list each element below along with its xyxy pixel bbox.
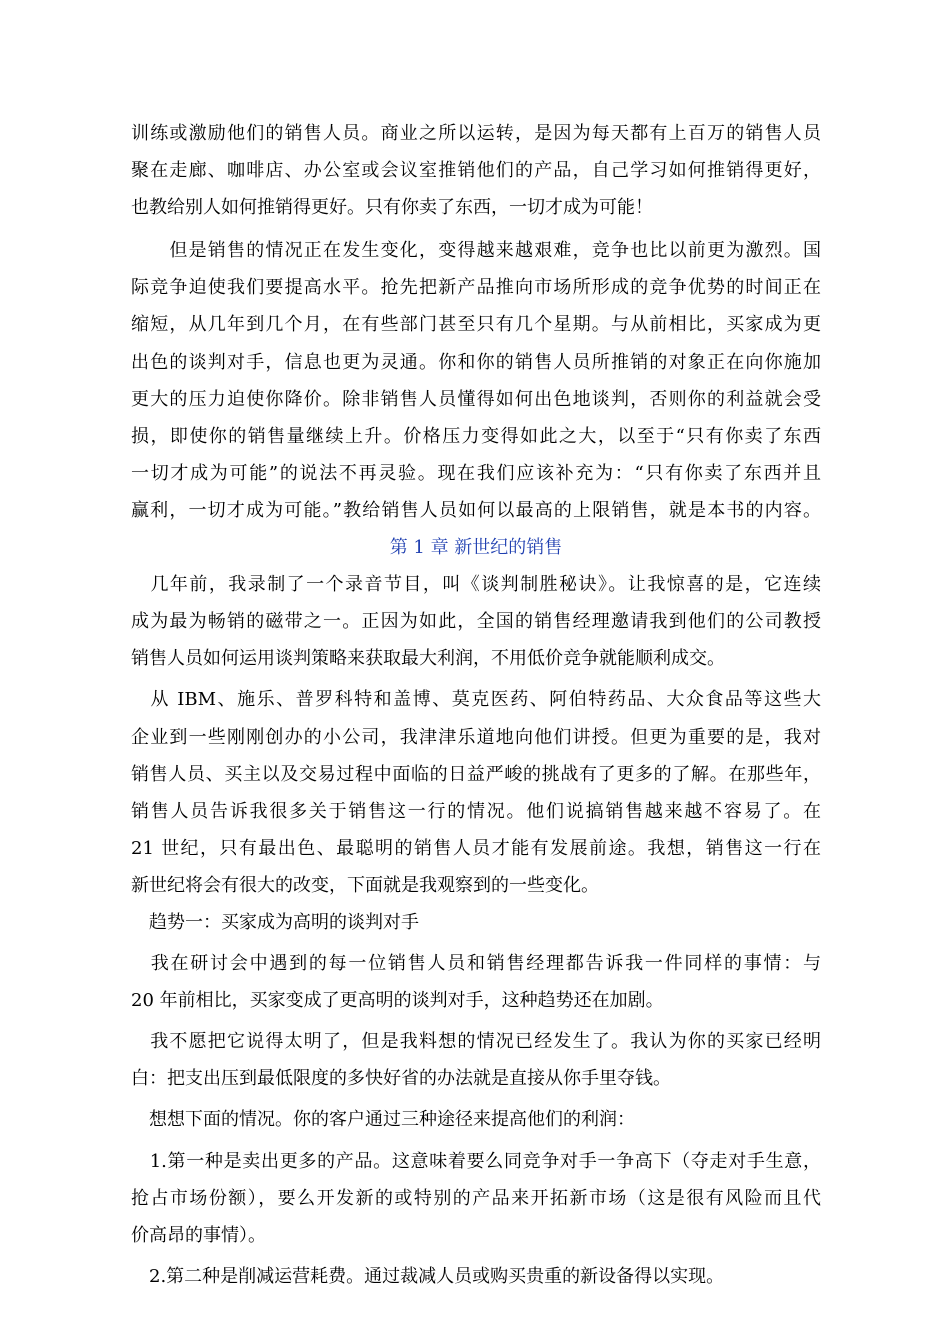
text-line: 赢利，一切才成为可能。”教给销售人员如何以最高的上限销售，就是本书的内容。 (131, 499, 821, 521)
text-line: 更大的压力迫使你降价。除非销售人员懂得如何出色地谈判，否则你的利益就会受 (131, 388, 821, 410)
text-line: 但是销售的情况正在发生变化，变得越来越艰难，竞争也比以前更为激烈。国 (131, 240, 821, 262)
text-line: 白：把支出压到最低限度的多快好省的办法就是直接从你手里夺钱。 (131, 1068, 671, 1090)
text-line: 21 世纪，只有最出色、最聪明的销售人员才能有发展前途。我想，销售这一行在 (131, 837, 821, 859)
text-line: 2.第二种是削减运营耗费。通过裁减人员或购买贵重的新设备得以实现。 (131, 1265, 725, 1287)
paragraph-chapter-1 (131, 566, 821, 677)
paragraph-chapter-8 (131, 1258, 821, 1295)
paragraph-chapter-7 (131, 1143, 821, 1254)
text-line: 20 年前相比，买家变成了更高明的谈判对手，这种趋势还在加剧。 (131, 990, 664, 1012)
text-line: 聚在走廊、咖啡店、办公室或会议室推销他们的产品，自己学习如何推销得更好， (131, 160, 821, 182)
paragraph-chapter-6 (131, 1101, 821, 1138)
text-line: 缩短，从几年到几个月，在有些部门甚至只有几个星期。与从前相比，买家成为更 (131, 314, 821, 336)
text-line: 成为最为畅销的磁带之一。正因为如此，全国的销售经理邀请我到他们的公司教授 (131, 611, 821, 633)
text-line: 我不愿把它说得太明了，但是我料想的情况已经发生了。我认为你的买家已经明 (131, 1031, 821, 1053)
text-line: 想想下面的情况。你的客户通过三种途径来提高他们的利润： (131, 1109, 635, 1131)
text-line: 销售人员如何运用谈判策略来获取最大利润，不用低价竞争就能顺利成交。 (131, 648, 725, 670)
text-line: 际竞争迫使我们要提高水平。抢先把新产品推向市场所形成的竞争优势的时间正在 (131, 277, 821, 299)
paragraph-trend-one (131, 904, 821, 941)
text-line: 一切才成为可能”的说法不再灵验。现在我们应该补充为：“只有你卖了东西并且 (131, 462, 821, 484)
text-line: 几年前，我录制了一个录音节目，叫《谈判制胜秘诀》。让我惊喜的是，它连续 (131, 574, 821, 596)
text-line: 损，即使你的销售量继续上升。价格压力变得如此之大，以至于“只有你卖了东西 (131, 425, 821, 447)
paragraph-intro-2 (131, 232, 821, 529)
paragraph-chapter-2 (131, 681, 821, 904)
text-line: 从 IBM、施乐、普罗科特和盖博、莫克医药、阿伯特药品、大众食品等这些大 (131, 689, 821, 711)
paragraph-intro-1 (131, 115, 821, 226)
text-line: 销售人员、买主以及交易过程中面临的日益严峻的挑战有了更多的了解。在那些年， (131, 763, 821, 785)
paragraph-chapter-5 (131, 1023, 821, 1097)
text-line: 价高昂的事情）。 (131, 1224, 266, 1246)
text-line: 销售人员告诉我很多关于销售这一行的情况。他们说搞销售越来越不容易了。在 (131, 800, 821, 822)
text-line: 出色的谈判对手，信息也更为灵通。你和你的销售人员所推销的对象正在向你施加 (131, 351, 821, 373)
text-line: 1.第一种是卖出更多的产品。这意味着要么同竞争对手一争高下（夺走对手生意， (131, 1150, 821, 1172)
paragraph-chapter-4 (131, 945, 821, 1019)
text-line: 我在研讨会中遇到的每一位销售人员和销售经理都告诉我一件同样的事情：与 (131, 953, 821, 975)
trend-heading: 趋势一：买家成为高明的谈判对手 (131, 911, 419, 933)
text-line: 新世纪将会有很大的改变，下面就是我观察到的一些变化。 (131, 874, 599, 896)
chapter-heading: 第 1 章 新世纪的销售 (389, 537, 563, 559)
text-line: 训练或激励他们的销售人员。商业之所以运转，是因为每天都有上百万的销售人员 (131, 123, 821, 144)
document-page (131, 115, 821, 1295)
text-line: 企业到一些刚刚创办的小公司，我津津乐道地向他们讲授。但更为重要的是，我对 (131, 726, 821, 748)
text-line: 抢占市场份额），要么开发新的或特别的产品来开拓新市场（这是很有风险而且代 (131, 1187, 821, 1209)
text-line: 也教给别人如何推销得更好。只有你卖了东西，一切才成为可能！ (131, 197, 653, 219)
